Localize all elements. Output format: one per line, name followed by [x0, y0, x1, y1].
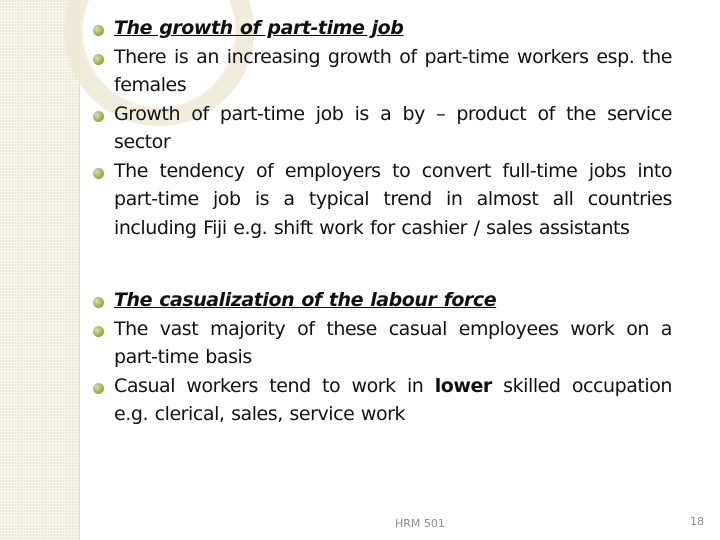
list-item	[92, 372, 672, 429]
list-item-text: The vast majority of these casual employees work on a part-time basis	[114, 317, 672, 368]
emphasis-lower: lower	[434, 374, 492, 397]
list-item-text: Growth of part-time job is a by – product of the service sector	[114, 102, 672, 153]
decorative-side-band	[0, 0, 80, 540]
section-part-time-growth	[92, 14, 672, 242]
list-item	[92, 157, 672, 243]
bullet-icon	[93, 111, 104, 122]
page-number: 18	[690, 515, 704, 528]
list-item-text-after: skilled occupation e.g. clerical, sales, service work	[114, 374, 672, 425]
list-item-text-before: Casual workers tend to work in	[114, 374, 435, 397]
heading-casualization	[92, 286, 672, 315]
list-item	[92, 315, 672, 372]
bullet-icon	[93, 297, 104, 308]
heading-text: The growth of part-time job	[114, 17, 404, 39]
list-item-text: There is an increasing growth of part-time workers esp. the females	[114, 45, 672, 96]
slide-content	[92, 14, 672, 429]
list-item	[92, 43, 672, 100]
bullet-icon	[93, 168, 104, 179]
list-item-text: The tendency of employers to convert full-time jobs into part-time job is a typical trend in almost all countries including Fiji e.g. shift work for cashier / sales assistants	[114, 159, 672, 239]
list-item	[92, 100, 672, 157]
bullet-icon	[93, 54, 104, 65]
bullet-icon	[93, 25, 104, 36]
footer-course-code: HRM 501	[395, 517, 445, 530]
heading-text: The casualization of the labour force	[114, 289, 497, 311]
bullet-icon	[93, 383, 104, 394]
section-casualization	[92, 286, 672, 429]
heading-part-time-growth	[92, 14, 672, 43]
bullet-icon	[93, 326, 104, 337]
